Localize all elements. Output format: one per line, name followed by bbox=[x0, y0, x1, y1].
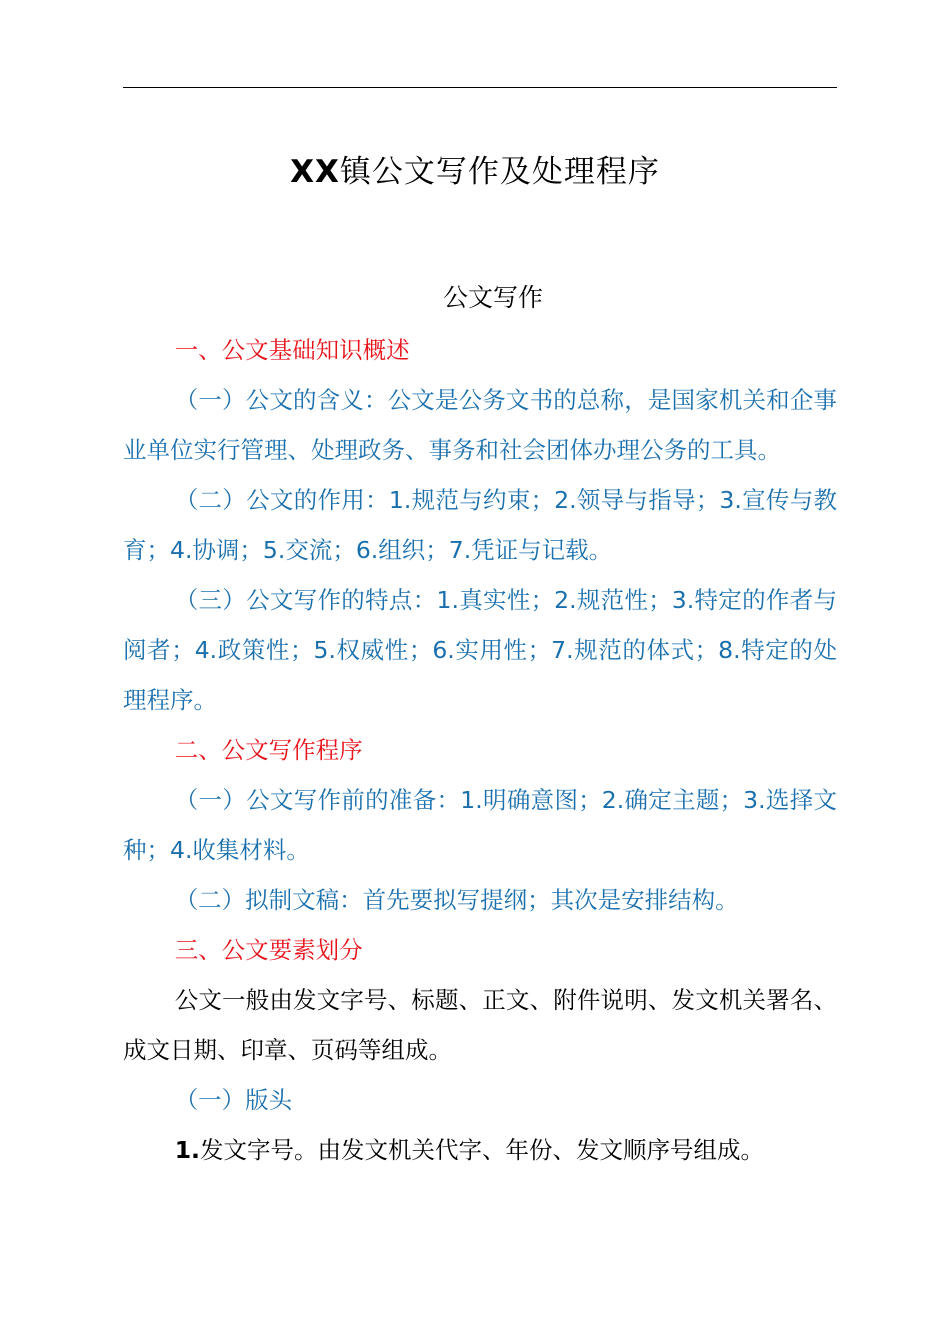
document-body bbox=[123, 325, 837, 1175]
paragraph-doc-number bbox=[123, 1125, 837, 1175]
title-bold-part: XX bbox=[290, 154, 340, 190]
heading-3: 三、公文要素划分 bbox=[174, 936, 363, 964]
paragraph-elements: 公文一般由发文字号、标题、正文、附件说明、发文机关署名、成文日期、印章、页码等组成。 bbox=[123, 986, 837, 1064]
title-text: 镇公文写作及处理程序 bbox=[339, 154, 660, 190]
subheading-banner: （一）版头 bbox=[174, 1086, 293, 1114]
paragraph-drafting: （二）拟制文稿：首先要拟写提纲；其次是安排结构。 bbox=[174, 886, 739, 914]
paragraph-features: （三）公文写作的特点：1.真实性；2.规范性；3.特定的作者与阅者；4.政策性；5.权威性；6.实用性；7.规范的体式；8.特定的处理程序。 bbox=[123, 586, 837, 714]
paragraph-definition: （一）公文的含义：公文是公务文书的总称，是国家机关和企事业单位实行管理、处理政务、事务和社会团体办理公务的工具。 bbox=[123, 386, 837, 464]
item-text: 发文字号。由发文机关代字、年份、发文顺序号组成。 bbox=[199, 1136, 764, 1164]
header-rule bbox=[123, 87, 837, 88]
heading-1: 一、公文基础知识概述 bbox=[174, 336, 410, 364]
item-number: 1. bbox=[174, 1136, 200, 1164]
section-subtitle: 公文写作 bbox=[442, 283, 543, 312]
paragraph-preparation: （一）公文写作前的准备：1.明确意图；2.确定主题；3.选择文种；4.收集材料。 bbox=[123, 786, 837, 864]
document-title bbox=[0, 150, 950, 194]
paragraph-functions: （二）公文的作用：1.规范与约束；2.领导与指导；3.宣传与教育；4.协调；5.交流；6.组织；7.凭证与记载。 bbox=[123, 486, 837, 564]
heading-2: 二、公文写作程序 bbox=[174, 736, 363, 764]
